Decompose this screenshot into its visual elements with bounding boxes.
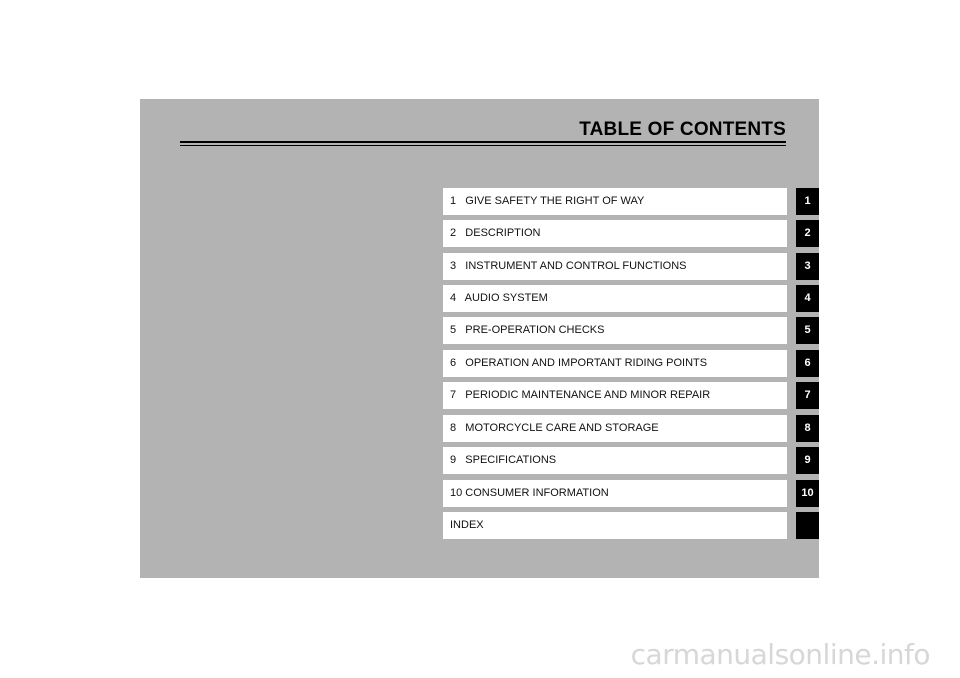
toc-item-1[interactable] [443,188,819,215]
toc-item-7[interactable] [443,382,819,409]
toc-entry-label[interactable]: 3 INSTRUMENT AND CONTROL FUNCTIONS [443,253,787,280]
chapter-tab-2[interactable]: 2 [796,220,819,247]
chapter-tab-5[interactable]: 5 [796,317,819,344]
toc-entry-label[interactable]: 7 PERIODIC MAINTENANCE AND MINOR REPAIR [443,382,787,409]
chapter-tab-7[interactable]: 7 [796,382,819,409]
toc-entry-label[interactable]: 8 MOTORCYCLE CARE AND STORAGE [443,415,787,442]
toc-item-3[interactable] [443,253,819,280]
chapter-tab-4[interactable]: 4 [796,285,819,312]
chapter-tab-index[interactable] [796,512,819,539]
toc-item-9[interactable] [443,447,819,474]
toc-entry-label[interactable]: 10 CONSUMER INFORMATION [443,480,787,507]
toc-item-4[interactable] [443,285,819,312]
chapter-tab-8[interactable]: 8 [796,415,819,442]
toc-entry-label[interactable]: 6 OPERATION AND IMPORTANT RIDING POINTS [443,350,787,377]
toc-entry-label[interactable]: INDEX [443,512,787,539]
toc-item-2[interactable] [443,220,819,247]
chapter-tab-9[interactable]: 9 [796,447,819,474]
chapter-tab-3[interactable]: 3 [796,253,819,280]
toc-item-6[interactable] [443,350,819,377]
title-rule-thin [180,145,786,146]
title-rule-thick [180,141,786,143]
toc-entry-label[interactable]: 5 PRE-OPERATION CHECKS [443,317,787,344]
chapter-tab-6[interactable]: 6 [796,350,819,377]
toc-entry-label[interactable]: 9 SPECIFICATIONS [443,447,787,474]
chapter-tab-10[interactable]: 10 [796,480,819,507]
page-title: TABLE OF CONTENTS [579,119,786,140]
chapter-tab-1[interactable]: 1 [796,188,819,215]
watermark: carmanualsonline.info [630,638,930,671]
toc-item-index[interactable] [443,512,819,539]
toc-item-10[interactable] [443,480,819,507]
toc-entry-label[interactable]: 1 GIVE SAFETY THE RIGHT OF WAY [443,188,787,215]
toc-item-5[interactable] [443,317,819,344]
toc-item-8[interactable] [443,415,819,442]
toc-entry-label[interactable]: 2 DESCRIPTION [443,220,787,247]
toc-entry-label[interactable]: 4 AUDIO SYSTEM [443,285,787,312]
